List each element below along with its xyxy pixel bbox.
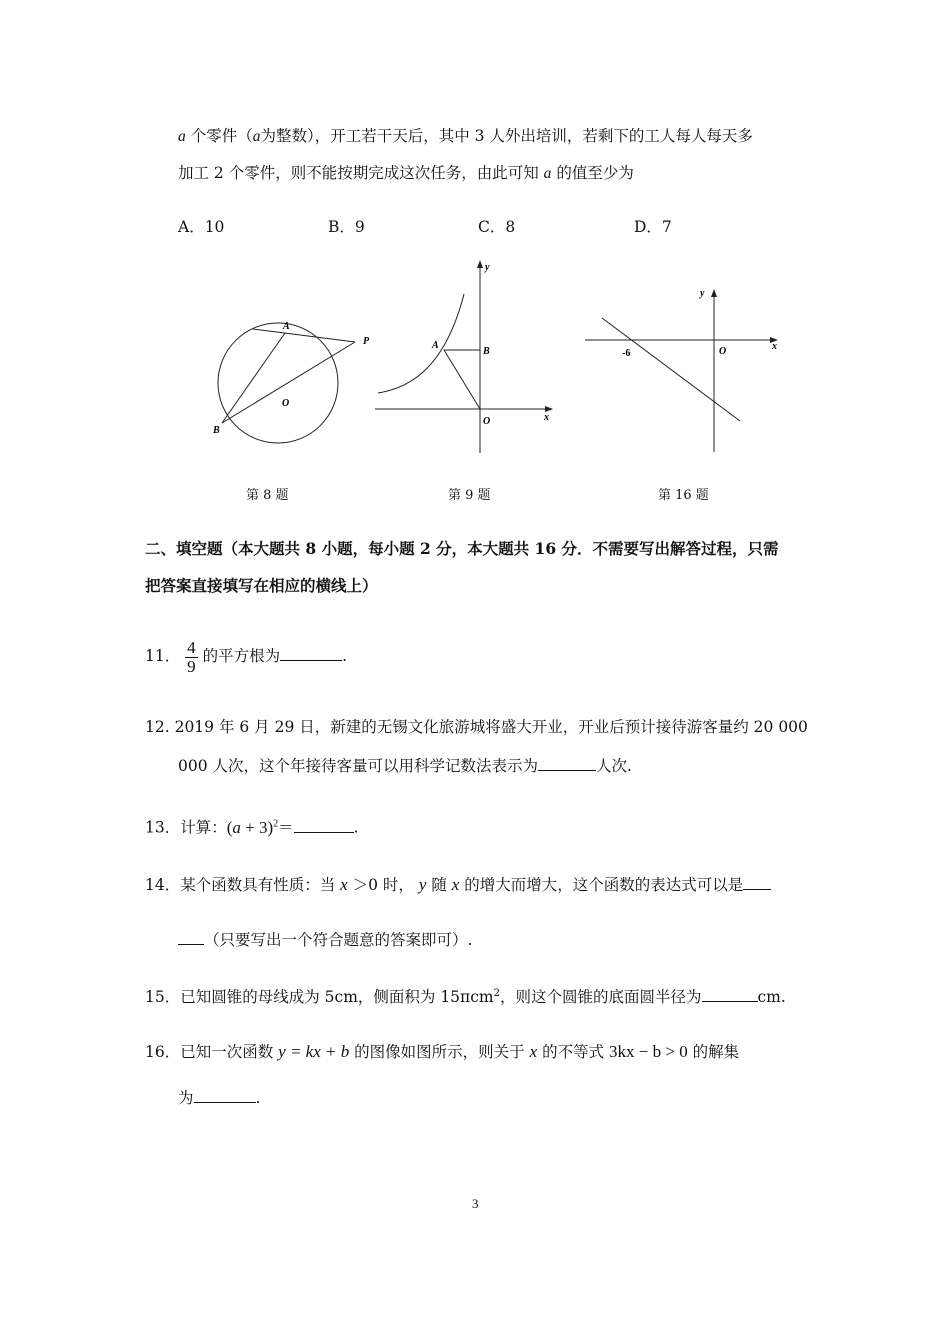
fig9-label-a: A bbox=[432, 340, 439, 351]
q12-line1: 12. 2019 年 6 月 29 日，新建的无锡文化旅游城将盛大开业，开业后预计接待游客量约 20 000 bbox=[145, 718, 808, 736]
q11-fraction: $\frac{4}{9}$ bbox=[187, 637, 196, 676]
q14-answer-blank-part1[interactable] bbox=[743, 874, 771, 890]
section2-heading-line1: 二、填空题（本大题共 8 小题，每小题 2 分，本大题共 16 分．不需要写出解答过程，只需 bbox=[145, 539, 779, 558]
q14-line1: 14．某个函数具有性质：当 x ＞0 时， y 随 x 的增大而增大，这个函数的表达式可以是 bbox=[145, 874, 771, 895]
q16-answer-blank[interactable] bbox=[194, 1087, 256, 1103]
fig16-caption: 第 16 题 bbox=[658, 488, 709, 503]
option-c: C．8 bbox=[478, 218, 516, 236]
fig16-label-y: y bbox=[700, 288, 705, 299]
question-13: 13．计算：$(a + 3)^2=$ . bbox=[145, 817, 359, 837]
fig8-circle bbox=[218, 323, 338, 443]
fig16-label-neg6: -6 bbox=[622, 348, 631, 359]
fig16-y-arrow bbox=[711, 289, 717, 297]
fig16-label-x: x bbox=[772, 341, 777, 352]
question-15: 15．已知圆锥的母线成为 5cm，侧面积为 15πcm$^2$，则这个圆锥的底面圆半径为 cm. bbox=[145, 988, 786, 1007]
q14-line2: （只要写出一个符合题意的答案即可）. bbox=[178, 929, 472, 950]
fig16-label-o: O bbox=[719, 346, 727, 357]
option-a: A．10 bbox=[178, 218, 225, 236]
fig16-line bbox=[602, 318, 740, 421]
q12-line2: 000 人次，这个年接待客量可以用科学记数法表示为 人次. bbox=[178, 757, 632, 775]
page-number: 3 bbox=[472, 1196, 479, 1211]
section2-heading-line2: 把答案直接填写在相应的横线上） bbox=[145, 576, 378, 595]
q12-answer-blank[interactable] bbox=[538, 755, 596, 771]
figure-16 bbox=[580, 285, 790, 455]
q13-answer-blank[interactable] bbox=[294, 817, 354, 833]
fig9-caption: 第 9 题 bbox=[448, 488, 491, 503]
fig8-label-a: A bbox=[283, 321, 290, 332]
fig8-label-p: P bbox=[363, 336, 370, 347]
q10-line2: 加工 2 个零件，则不能按期完成这次任务，由此可知 a 的值至少为 bbox=[178, 164, 634, 182]
fig9-label-x: x bbox=[544, 412, 549, 423]
fig8-chord-ab bbox=[222, 333, 285, 423]
fig8-tangent-line bbox=[253, 329, 355, 342]
q16-line2: 为 . bbox=[178, 1089, 261, 1107]
fig9-label-o: O bbox=[483, 416, 491, 427]
option-b: B．9 bbox=[328, 218, 365, 236]
figure-8 bbox=[205, 310, 380, 445]
q16-line1: 16．已知一次函数 y = kx + b 的图像如图所示，则关于 x 的不等式 3kx − b > 0 的解集 bbox=[145, 1042, 740, 1061]
figure-9 bbox=[370, 258, 560, 458]
q11-answer-blank[interactable] bbox=[280, 645, 342, 661]
q10-line1: a 个零件（a为整数），开工若干天后，其中 3 人外出培训，若剩下的工人每人每天多 bbox=[178, 127, 753, 145]
fig8-label-o: O bbox=[282, 398, 290, 409]
fig9-curve bbox=[378, 294, 464, 393]
fig8-line-bp bbox=[222, 342, 355, 423]
fig9-label-y: y bbox=[485, 262, 490, 273]
fig9-segment-ao bbox=[444, 350, 480, 409]
fig9-label-b: B bbox=[483, 346, 490, 357]
option-d: D．7 bbox=[634, 218, 672, 236]
fig8-caption: 第 8 题 bbox=[246, 488, 289, 503]
fig9-y-arrow bbox=[477, 260, 483, 268]
q15-answer-blank[interactable] bbox=[702, 986, 758, 1002]
q14-answer-blank-part2[interactable] bbox=[178, 929, 204, 945]
question-11: 11． $\frac{4}{9}$ 的平方根为 . bbox=[145, 637, 348, 676]
fig8-label-b: B bbox=[213, 425, 220, 436]
